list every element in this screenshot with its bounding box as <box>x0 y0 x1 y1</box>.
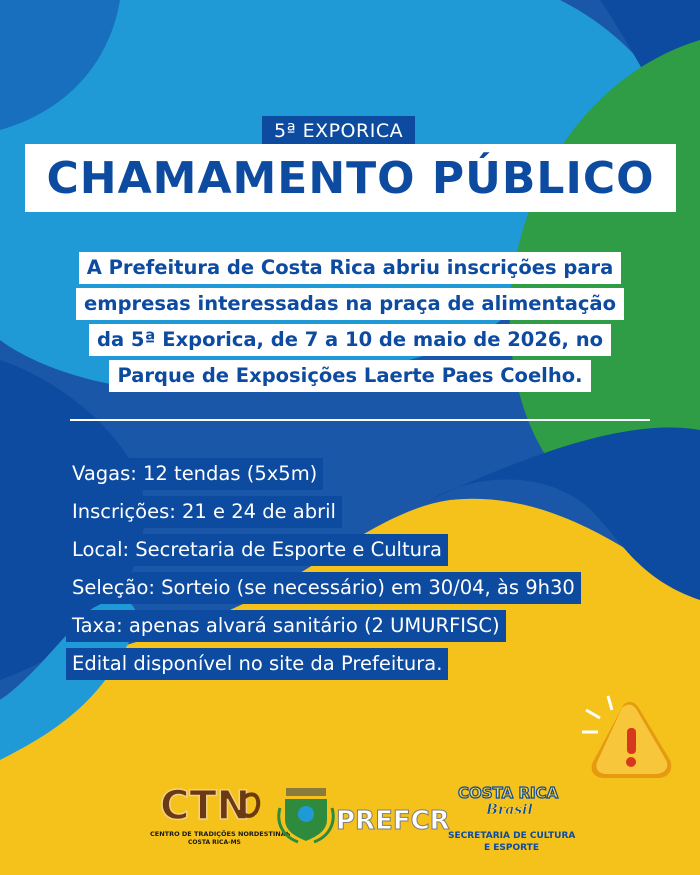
fact-selecao: Seleção: Sorteio (se necessário) em 30/04, às 9h30 <box>66 572 581 604</box>
sponsor-logos <box>150 772 580 862</box>
fact-vagas: Vagas: 12 tendas (5x5m) <box>66 458 323 490</box>
intro-line: empresas interessadas na praça de alimentação <box>76 288 624 320</box>
divider <box>70 419 650 421</box>
costa-rica-logo <box>448 784 575 853</box>
secretaria-line-1: SECRETARIA DE CULTURA <box>448 831 576 841</box>
fact-taxa: Taxa: apenas alvará sanitário (2 UMURFISC) <box>66 610 506 642</box>
intro-line: A Prefeitura de Costa Rica abriu inscrições para <box>79 252 622 284</box>
ctn-mark: CTN <box>160 783 251 829</box>
ctn-caption: CENTRO DE TRADIÇÕES NORDESTINAS <box>150 830 291 838</box>
ctn-logo <box>150 783 291 846</box>
prefeitura-mark: PREFCR <box>336 806 450 836</box>
logos-strip <box>150 772 580 862</box>
coat-of-arms-icon <box>279 788 333 842</box>
fact-local: Local: Secretaria de Esporte e Cultura <box>66 534 448 566</box>
intro-text <box>40 252 660 396</box>
brasil-mark: Brasil <box>486 802 533 818</box>
facts-list <box>66 458 581 686</box>
intro-line: Parque de Exposições Laerte Paes Coelho. <box>109 360 590 392</box>
fact-inscricoes: Inscrições: 21 e 24 de abril <box>66 496 342 528</box>
fact-edital: Edital disponível no site da Prefeitura. <box>66 648 448 680</box>
ctn-caption-city: COSTA RICA-MS <box>188 839 241 846</box>
costa-rica-mark: COSTA RICA <box>458 784 559 802</box>
intro-line: da 5ª Exporica, de 7 a 10 de maio de 2026, no <box>89 324 611 356</box>
page-title: CHAMAMENTO PÚBLICO <box>46 152 655 204</box>
warning-icon <box>578 690 678 790</box>
event-tag: 5ª EXPORICA <box>262 116 415 146</box>
title-box <box>25 144 676 212</box>
secretaria-line-2: E ESPORTE <box>484 843 539 853</box>
